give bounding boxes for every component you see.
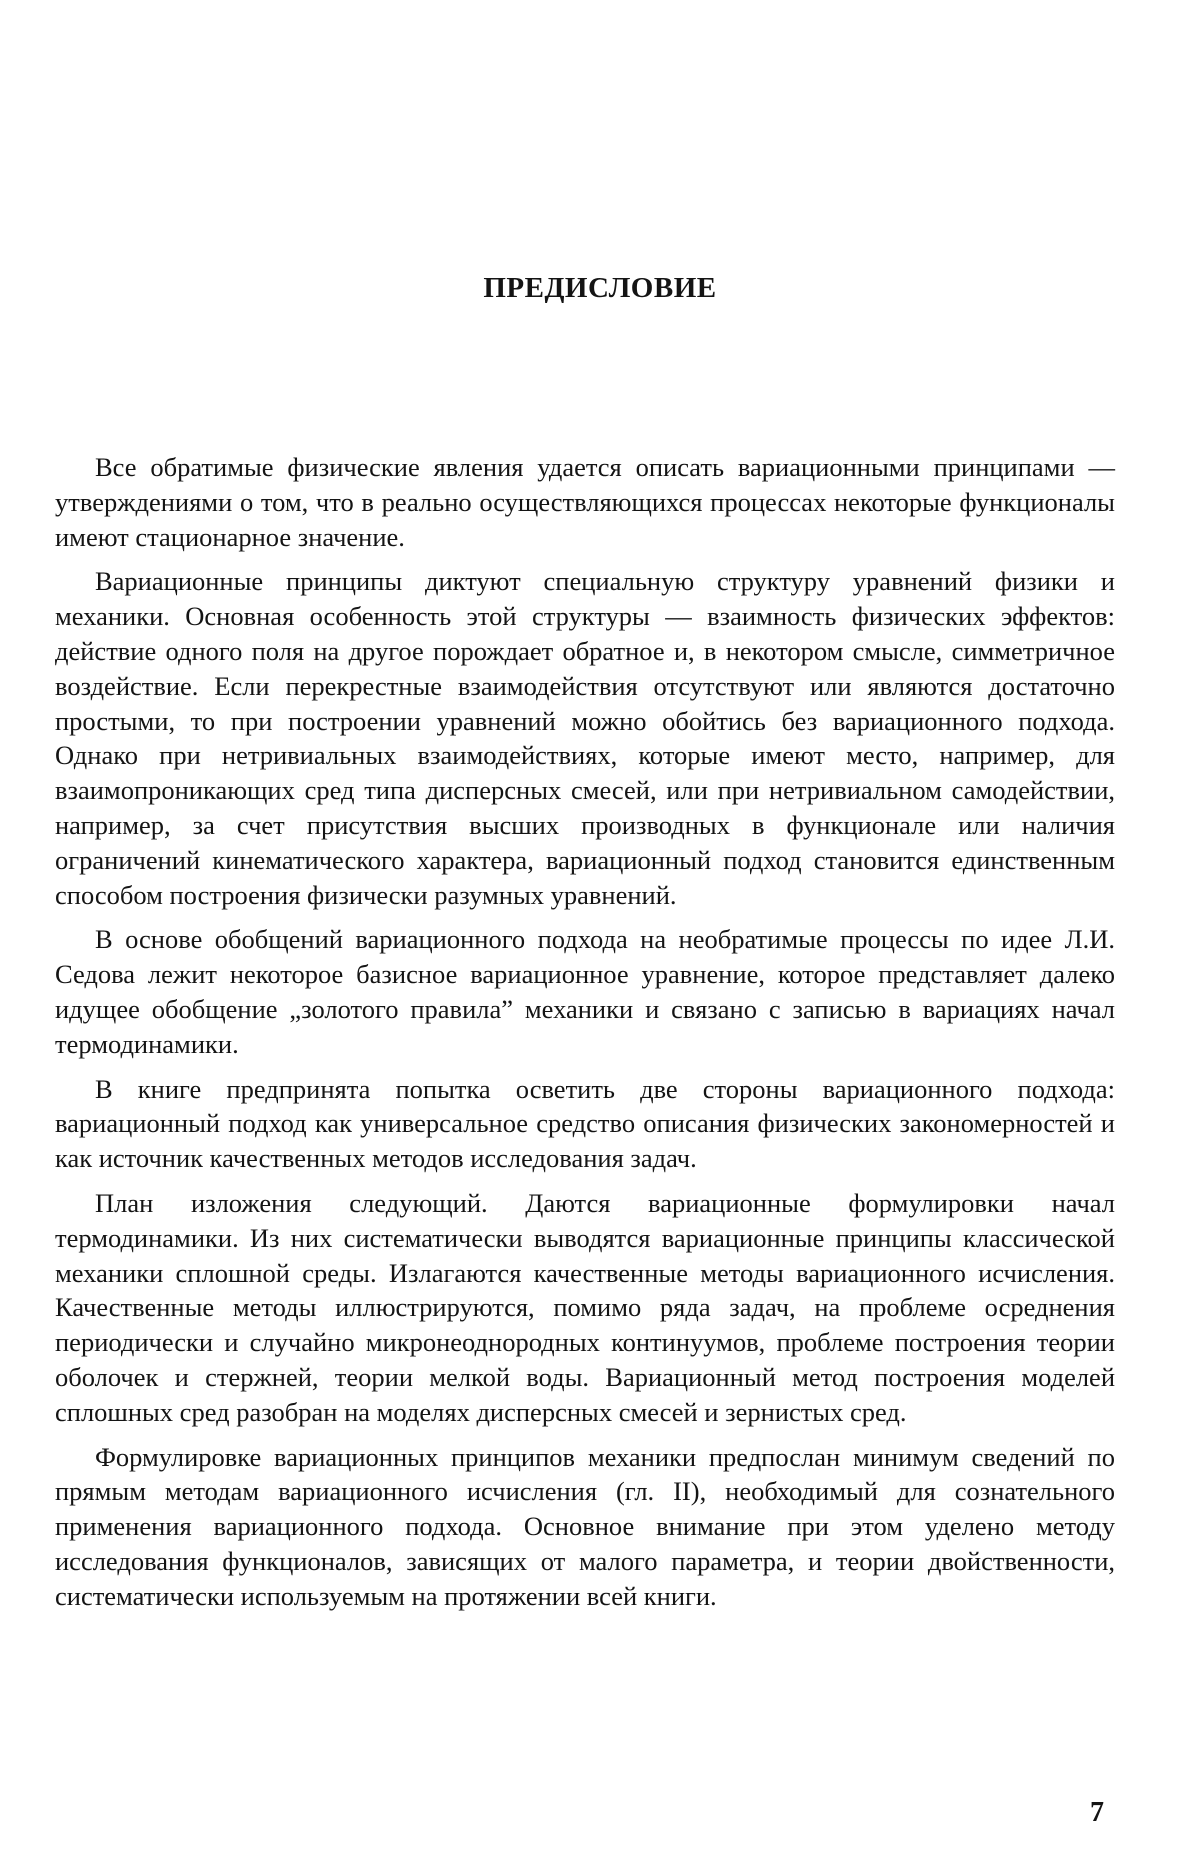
foreword-text (55, 450, 1115, 1624)
page-title: ПРЕДИСЛОВИЕ (483, 272, 717, 304)
page-number: 7 (1090, 1797, 1104, 1828)
paragraph-1: Все обратимые физические явления удается описать вариационными принципами — утверждениями о том, что в реально осуществляющихся процессах некоторые функционалы имеют стационарное значение. (55, 452, 1115, 552)
paragraph-3: В основе обобщений вариационного подхода на необратимые процессы по идее Л.И. Седова лежит некоторое базисное вариационное уравнение, которое представляет далеко идущее обобщение „золотого правила” механики и связано с записью в вариациях начал термодинамики. (55, 924, 1115, 1059)
paragraph-6: Формулировке вариационных принципов механики предпослан минимум сведений по прямым методам вариационного исчисления (гл. II), необходимый для сознательного применения вариационного подхода. Основное внимание при этом уделено методу исследования функционалов, зависящих от малого параметра, и теории двойственности, систематически используемым на протяжении всей книги. (55, 1441, 1115, 1611)
paragraph-4: В книге предпринята попытка осветить две стороны вариационного подхода: вариационный подход как универсальное средство описания физических закономерностей и как источник качественных методов исследования задач. (55, 1073, 1115, 1174)
paragraph-5: План изложения следующий. Даются вариационные формулировки начал термодинамики. Из них систематически выводятся вариационные принципы классической механики сплошной среды. Излагаются качественные методы вариационного исчисления. Качественные методы иллюстрируются, помимо ряда задач, на проблеме осреднения периодически и случайно микронеоднородных континуумов, проблеме построения теории оболочек и стержней, теории мелкой воды. Вариационный метод построения моделей сплошных сред разобран на моделях дисперсных смесей и зернистых сред. (55, 1187, 1115, 1427)
paragraph-2: Вариационные принципы диктуют специальную структуру уравнений физики и механики. Основная особенность этой структуры — взаимность физических эффектов: действие одного поля на другое порождает обратное и, в некотором смысле, симметричное воздействие. Если перекрестные взаимодействия отсутствуют или являются достаточно простыми, то при построении уравнений можно обойтись без вариационного подхода. Однако при нетривиальных взаимодействиях, которые имеют место, например, для взаимопроникающих сред типа дисперсных смесей, или при нетривиальном самодействии, например, за счет присутствия высших производных в функционале или наличия ограничений кинематического характера, вариационный подход становится единственным способом построения физически разумных уравнений. (55, 566, 1115, 910)
